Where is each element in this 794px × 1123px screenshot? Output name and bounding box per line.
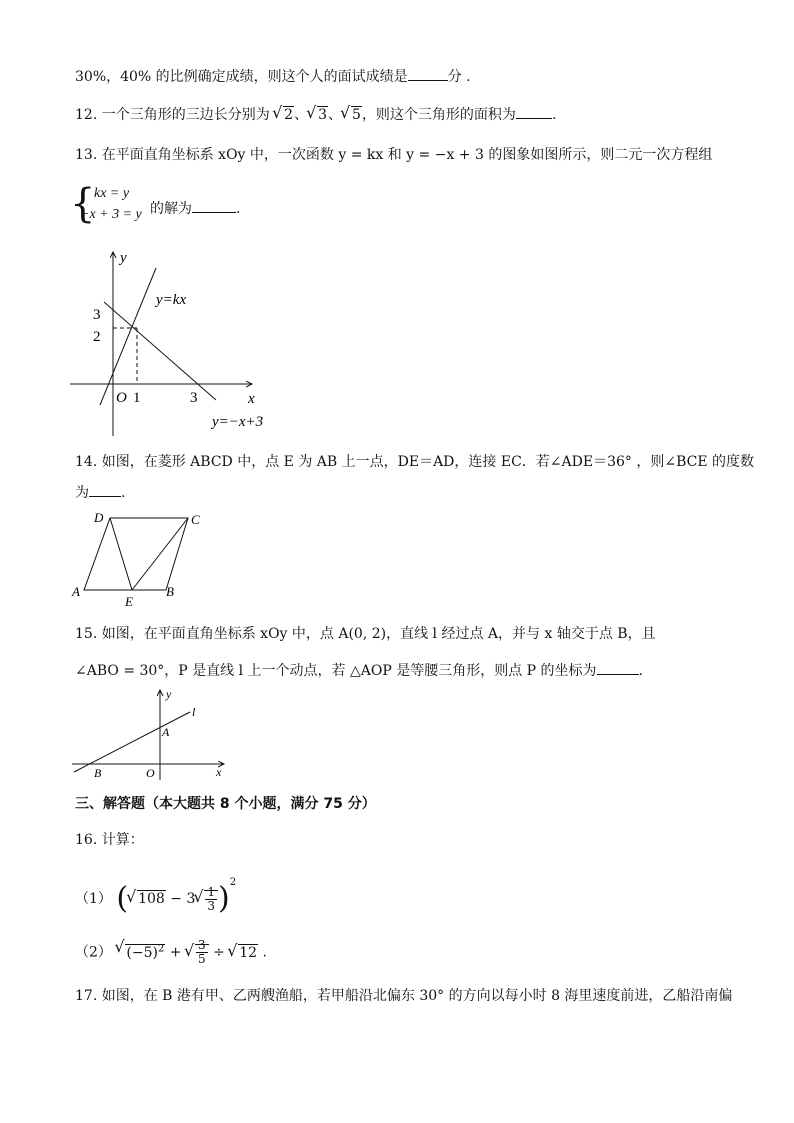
system-brace: { xyxy=(70,181,96,227)
q11-tail: 30%，40% 的比例确定成绩，则这个人的面试成绩是 分 . xyxy=(75,66,471,87)
sqrt-three-fifths: √ $\frac{3}{5}$ xyxy=(186,938,209,968)
label-e: E xyxy=(125,594,133,609)
answer-blank xyxy=(192,198,236,213)
question-14: 14. 如图，在菱形 ABCD 中，点 E 为 AB 上一点，DE＝AD，连接 EC．若∠ADE＝36° ，则∠BCE 的度数 xyxy=(75,454,755,470)
line1-label: y=kx xyxy=(156,292,187,308)
question-12: 12. 一个三角形的三边长分别为 √ 2、√ 3、√ 5，则这个三角形的面积为 . xyxy=(75,104,556,125)
q16-part2: （2） √ $(-5)^2$ + √ $\frac{3}{5}$ ÷ √ 12 . xyxy=(75,934,267,968)
figure-13-graph xyxy=(60,240,280,440)
segment-de xyxy=(110,518,132,590)
label-d: D xyxy=(94,510,104,525)
sqrt-12: √ 12 xyxy=(229,938,258,968)
label-x: x xyxy=(216,765,222,779)
figure-14-rhombus xyxy=(66,506,216,610)
right-paren: ) xyxy=(218,881,230,916)
sqrt-108: √ 108 xyxy=(128,884,166,914)
sqrt-2: √ 2 xyxy=(274,105,294,125)
question-13: 13. 在平面直角坐标系 xOy 中，一次函数 y = kx 和 y = −x + 3 的图象如图所示，则二元一次方程组 xyxy=(75,147,713,163)
system-eq1: kx = y xyxy=(94,186,130,201)
q16-part1: （1） (√ 108 − 3 √ $\frac{1}{3}$ )$^2$ xyxy=(75,868,236,914)
figure-15-graph xyxy=(64,684,234,782)
tick-x-1: 1 xyxy=(133,390,141,406)
segment-ec xyxy=(132,518,188,590)
rhombus-abcd xyxy=(84,518,188,590)
answer-blank xyxy=(408,66,448,81)
question-17: 17. 如图，在 B 港有甲、乙两艘渔船，若甲船沿北偏东 30° 的方向以每小时 8 海里速度前进，乙船沿南偏 xyxy=(75,988,733,1004)
system-eq2: −x + 3 = y xyxy=(80,207,142,222)
sqrt-one-third: √ $\frac{1}{3}$ xyxy=(195,884,218,914)
q13-ask: 的解为 . xyxy=(150,198,240,219)
tick-y-2: 2 xyxy=(93,329,101,345)
question-15: 15. 如图，在平面直角坐标系 xOy 中，点 A(0, 2)，直线 l 经过点 A，并与 x 轴交于点 B，且 xyxy=(75,626,656,642)
label-o: O xyxy=(146,766,155,780)
label-b: B xyxy=(94,766,102,780)
answer-blank xyxy=(516,104,552,119)
label-c: C xyxy=(191,512,200,527)
answer-blank xyxy=(89,482,121,497)
label-y: y xyxy=(166,687,172,701)
origin-label: O xyxy=(116,390,127,406)
y-axis-label: y xyxy=(120,250,127,266)
tick-y-3: 3 xyxy=(93,307,101,323)
q14-cont: 为 . xyxy=(75,482,125,503)
section-3-heading: 三、解答题（本大题共 8 个小题，满分 75 分） xyxy=(75,796,376,812)
label-l: l xyxy=(192,705,196,719)
left-paren: ( xyxy=(116,881,129,916)
sqrt-3: √ 3 xyxy=(308,105,328,125)
sqrt-neg5-squared: √ $(-5)^2$ xyxy=(116,934,165,968)
line2-label: y=−x+3 xyxy=(212,414,264,430)
label-a: A xyxy=(162,725,170,739)
sqrt-5: √ 5 xyxy=(342,105,362,125)
line-y-neg-x-plus-3 xyxy=(104,302,216,400)
label-a: A xyxy=(72,584,80,599)
answer-blank xyxy=(597,660,639,675)
question-16: 16. 计算： xyxy=(75,832,144,848)
line-l xyxy=(74,712,190,772)
q15-cont: ∠ABO = 30°，P 是直线 l 上一个动点，若 △AOP 是等腰三角形，则点 P 的坐标为 . xyxy=(75,660,643,681)
tick-x-3: 3 xyxy=(190,390,198,406)
label-b: B xyxy=(166,584,174,599)
x-axis-label: x xyxy=(248,391,255,407)
